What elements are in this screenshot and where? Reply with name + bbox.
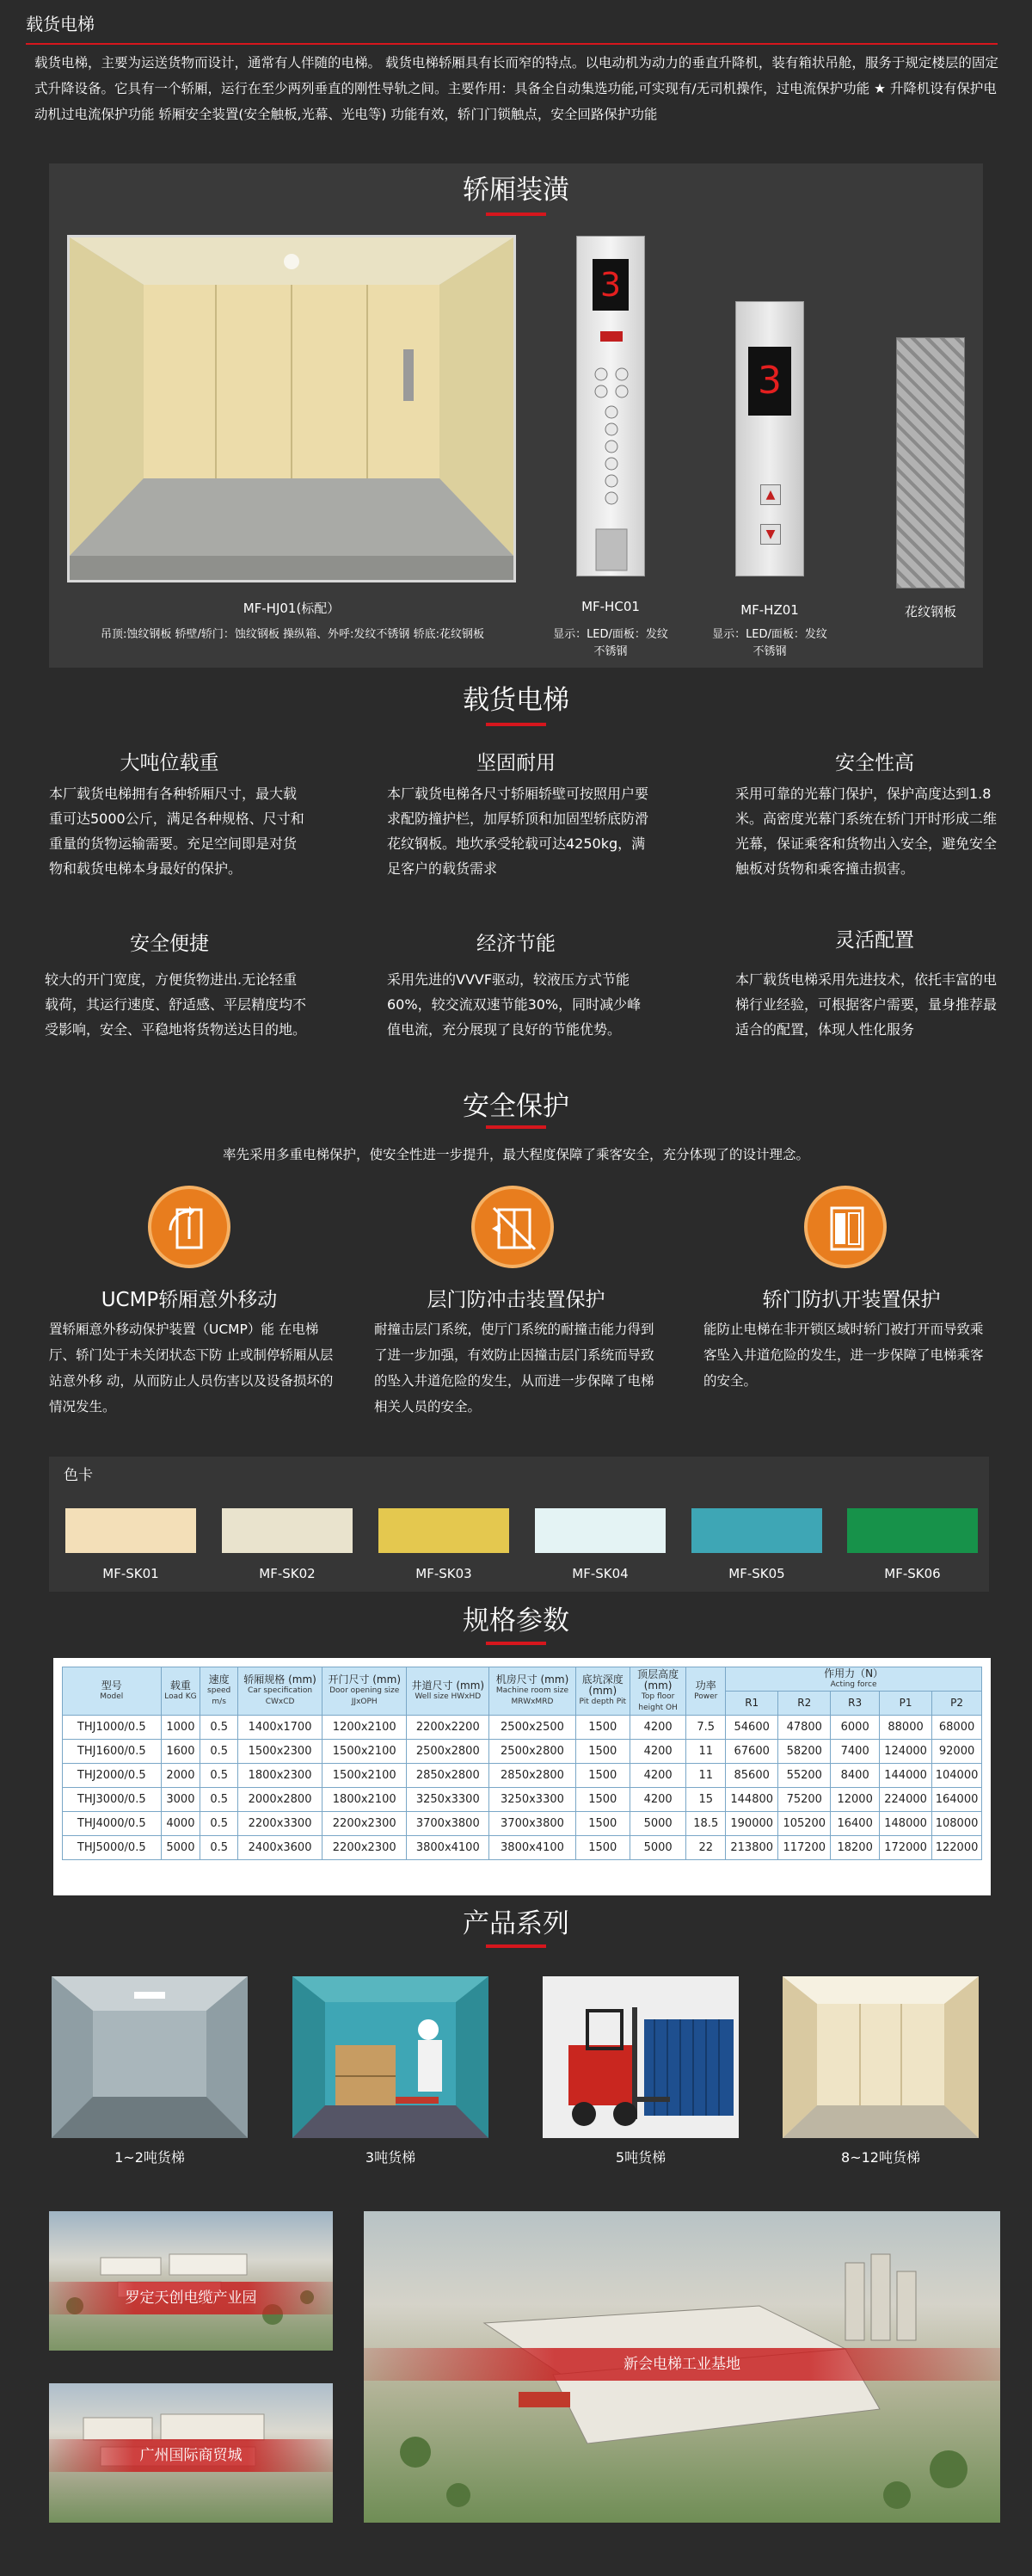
table-cell: 2400x3600 [237,1836,322,1860]
safety-heading: UCMP轿厢意外移动 [101,1289,278,1311]
product-image-2[interactable] [292,1976,488,2138]
color-code: MF-SK04 [572,1566,629,1581]
table-row [63,1740,982,1764]
table-cell: THJ1000/0.5 [63,1716,162,1740]
table-cell: 4000 [161,1812,200,1836]
specs-section-title: 规格参数 [463,1605,569,1636]
up-button-icon: ▲ [760,484,781,505]
title-underline [486,723,546,726]
safety-heading: 轿门防扒开装置保护 [762,1289,941,1311]
table-cell: 1500x2100 [322,1740,407,1764]
table-row [63,1716,982,1740]
table-cell: 0.5 [200,1836,238,1860]
safety-text: 置轿厢意外移动保护装置（UCMP）能 在电梯厅、轿门处于未关闭状态下防 止或制停轿厢从层站意外移 动，从而防止人员伤害以及设备损坏的情况发生。 [49,1322,334,1414]
table-cell: 2000x2800 [237,1788,322,1812]
cabin-name-2: MF-HC01 [581,599,640,614]
cabin-section-title: 轿厢装潢 [463,175,569,206]
table-cell: 67600 [726,1740,778,1764]
table-cell: 2200x2300 [322,1836,407,1860]
feature-text: 本厂载货电梯采用先进技术，依托丰富的电梯行业经验，可根据客户需要，量身推荐最适合的配置，体现人性化服务 [735,971,998,1038]
col-header: 速度 speed m/s [200,1667,238,1716]
table-cell: 2000 [161,1764,200,1788]
table-row [63,1788,982,1812]
table-cell: 3800x4100 [407,1836,489,1860]
color-code: MF-SK02 [259,1566,316,1581]
table-cell: 0.5 [200,1716,238,1740]
base-banner: 广州国际商贸城 [49,2439,333,2472]
safety-text: 能防止电梯在非开锁区域时轿门被打开而导致乘客坠入井道危险的发生，进一步保障了电梯乘客的安全。 [703,1322,984,1389]
car-operating-panel[interactable] [576,236,645,576]
product-image-4[interactable] [783,1976,979,2138]
hall-floor-display: 3 [748,347,791,416]
table-row [63,1836,982,1860]
table-cell: 1500 [575,1836,630,1860]
features-section-title: 载货电梯 [463,685,569,716]
feature-heading: 经济节能 [476,933,556,955]
color-swatch-sk03[interactable] [378,1508,509,1553]
color-swatch-sk04[interactable] [535,1508,666,1553]
safety-section-title: 安全保护 [463,1091,569,1122]
cabin-desc-2: 显示：LED/面板：发纹不锈钢 [553,628,668,658]
table-cell: 8400 [831,1764,880,1788]
cabin-interior-image [70,237,513,580]
table-cell: 4200 [630,1764,685,1788]
color-code: MF-SK01 [102,1566,159,1581]
table-cell: 1500x2300 [237,1740,322,1764]
down-button-icon: ▼ [760,524,781,545]
table-cell: 1500 [575,1740,630,1764]
table-cell: THJ3000/0.5 [63,1788,162,1812]
table-cell: 11 [686,1740,726,1764]
col-header: P2 [932,1692,982,1716]
col-header: 功率 Power [686,1667,726,1716]
col-header: R3 [831,1692,880,1716]
table-cell: 3250x3300 [489,1788,575,1812]
cabin-name-1: MF-HJ01(标配） [243,601,341,616]
table-cell: 3000 [161,1788,200,1812]
table-cell: 172000 [880,1836,932,1860]
checker-plate-sample[interactable] [896,337,965,589]
panel-buttons [577,323,646,581]
color-swatch-sk02[interactable] [222,1508,353,1553]
table-cell: 2500x2500 [489,1716,575,1740]
table-cell: 104000 [932,1764,982,1788]
spec-table [62,1667,982,1860]
color-code: MF-SK06 [884,1566,941,1581]
feature-heading: 坚固耐用 [476,752,556,774]
table-cell: THJ1600/0.5 [63,1740,162,1764]
table-cell: 12000 [831,1788,880,1812]
feature-text: 较大的开门宽度，方便货物进出.无论轻重载荷，其运行速度、舒适感、平层精度均不受影响，安全、平稳地将货物送达目的地。 [45,971,307,1038]
table-cell: 164000 [932,1788,982,1812]
table-cell: 117200 [778,1836,831,1860]
table-cell: 224000 [880,1788,932,1812]
intro-text: 载货电梯，主要为运送货物而设计，通常有人伴随的电梯。 载货电梯轿厢具有长而窄的特点。以电动机为动力的垂直升降机，装有箱状吊舱，服务于规定楼层的固定式升降设备。它具有一个轿厢，运行在至少两列垂直的刚性导轨之间。主要作用：具备全自动集选功能,可实现有/无司机操作，过电流保护功能 ★ 升降机设有保护电动机过电流保护功能 轿厢安全装置(安全触板,光幕、光电等) 功能有效，轿门门锁触点，安全回路保护功能 [34,55,998,122]
color-code: MF-SK03 [415,1566,472,1581]
table-cell: 88000 [880,1716,932,1740]
table-cell: 2850x2800 [407,1764,489,1788]
table-cell: 2500x2800 [407,1740,489,1764]
col-header: 底坑深度 (mm) Pit depth Pit [575,1667,630,1716]
table-cell: 5000 [630,1812,685,1836]
base-banner: 罗定天创电缆产业园 [49,2282,333,2314]
table-cell: 18200 [831,1836,880,1860]
hall-call-panel[interactable] [735,301,804,576]
cabin-photo[interactable] [67,235,516,582]
feature-heading: 大吨位载重 [120,752,219,774]
product-label: 5吨货梯 [615,2149,666,2166]
product-image-1[interactable] [52,1976,248,2138]
table-cell: 213800 [726,1836,778,1860]
table-cell: 144000 [880,1764,932,1788]
table-cell: 2200x3300 [237,1812,322,1836]
cabin-name-4: 花纹钢板 [904,604,956,619]
color-swatch-sk01[interactable] [65,1508,196,1553]
table-row [63,1812,982,1836]
table-cell: 1000 [161,1716,200,1740]
feature-text: 本厂载货电梯各尺寸轿厢轿壁可按照用户要求配防撞护栏，加厚轿顶和加固型轿底防滑花纹钢板。地坎承受轮载可达4250kg，满足客户的载货需求 [387,786,649,877]
table-cell: 1500 [575,1764,630,1788]
feature-heading: 安全便捷 [130,933,209,955]
col-header: R1 [726,1692,778,1716]
table-cell: 5000 [161,1836,200,1860]
table-cell: 11 [686,1764,726,1788]
color-swatch-sk06[interactable] [847,1508,978,1553]
page-title: 载货电梯 [26,14,95,34]
feature-text: 采用可靠的光幕门保护，保护高度达到1.8米。高密度光幕门系统在轿门开时形成二维光幕，保证乘客和货物出入安全，避免安全触板对货物和乘客撞击损害。 [735,786,998,877]
table-cell: 85600 [726,1764,778,1788]
table-cell: 7.5 [686,1716,726,1740]
title-divider [26,43,998,45]
safety-intro: 率先采用多重电梯保护，使安全性进一步提升，最大程度保障了乘客安全，充分体现了的设计理念。 [222,1147,809,1162]
table-cell: 1500 [575,1788,630,1812]
table-cell: 3700x3800 [407,1812,489,1836]
base-banner: 新会电梯工业基地 [364,2348,1000,2381]
table-cell: 1500x2100 [322,1764,407,1788]
table-cell: 0.5 [200,1788,238,1812]
table-cell: 1400x1700 [237,1716,322,1740]
product-label: 1~2吨货梯 [114,2149,185,2166]
table-cell: 92000 [932,1740,982,1764]
feature-text: 采用先进的VVVF驱动，较液压方式节能60%，较交流双速节能30%，同时减少峰值电流，充分展现了良好的节能优势。 [387,971,642,1038]
table-cell: 1500 [575,1716,630,1740]
table-cell: THJ2000/0.5 [63,1764,162,1788]
col-header: 轿厢规格 (mm) Car specification CWxCD [237,1667,322,1716]
table-cell: 0.5 [200,1764,238,1788]
table-cell: 15 [686,1788,726,1812]
color-code: MF-SK05 [728,1566,785,1581]
feature-heading: 安全性高 [835,752,914,774]
col-header: 型号 Model [63,1667,162,1716]
table-cell: 22 [686,1836,726,1860]
table-cell: 58200 [778,1740,831,1764]
product-image-3[interactable] [543,1976,739,2138]
feature-heading: 灵活配置 [835,929,914,952]
car-door-icon [804,1186,887,1268]
col-header: R2 [778,1692,831,1716]
product-label: 3吨货梯 [365,2149,416,2166]
table-cell: 3800x4100 [489,1836,575,1860]
table-cell: 4200 [630,1716,685,1740]
title-underline [486,1642,546,1645]
color-card-title: 色卡 [64,1467,93,1484]
table-cell: 54600 [726,1716,778,1740]
col-header: 顶层高度 (mm) Top floor height OH [630,1667,685,1716]
table-cell: 4200 [630,1740,685,1764]
feature-text: 本厂载货电梯拥有各种轿厢尺寸，最大载重可达5000公斤，满足各种规格、尺寸和重量的货物运输需要。充足空间即是对货物和载货电梯本身最好的保护。 [49,786,304,877]
safety-text: 耐撞击层门系统，使厅门系统的耐撞击能力得到了进一步加强，有效防止因撞击层门系统而导致的坠入井道危险的发生，从而进一步保障了电梯相关人员的安全。 [374,1322,654,1414]
landing-door-icon [471,1186,554,1268]
table-cell: 1800x2300 [237,1764,322,1788]
table-cell: 47800 [778,1716,831,1740]
title-underline [486,1944,546,1948]
table-cell: 144800 [726,1788,778,1812]
table-cell: 5000 [630,1836,685,1860]
cabin-name-3: MF-HZ01 [740,602,799,618]
table-cell: 190000 [726,1812,778,1836]
table-cell: 68000 [932,1716,982,1740]
col-header: 载重 Load KG [161,1667,200,1716]
table-cell: 1600 [161,1740,200,1764]
table-cell: 0.5 [200,1740,238,1764]
table-cell: 3700x3800 [489,1812,575,1836]
table-cell: 2850x2800 [489,1764,575,1788]
color-swatch-sk05[interactable] [691,1508,822,1553]
cabin-desc-1: 吊顶:蚀纹钢板 轿壁/轿门：蚀纹钢板 操纵箱、外呼:发纹不锈钢 轿底:花纹钢板 [101,628,484,641]
table-cell: 148000 [880,1812,932,1836]
spec-table-card [53,1658,991,1895]
col-header: 井道尺寸 (mm) Well size HWxHD [407,1667,489,1716]
products-section-title: 产品系列 [463,1908,569,1939]
col-header: P1 [880,1692,932,1716]
table-cell: 16400 [831,1812,880,1836]
cabin-desc-3: 显示：LED/面板：发纹不锈钢 [712,628,827,658]
table-cell: 122000 [932,1836,982,1860]
table-cell: 2200x2300 [322,1812,407,1836]
base-photo-luoding[interactable] [49,2211,333,2351]
table-cell: 105200 [778,1812,831,1836]
table-cell: THJ5000/0.5 [63,1836,162,1860]
product-label: 8~12吨货梯 [841,2149,920,2166]
table-cell: 18.5 [686,1812,726,1836]
table-cell: 2200x2200 [407,1716,489,1740]
table-cell: 0.5 [200,1812,238,1836]
table-cell: 55200 [778,1764,831,1788]
col-header: 机房尺寸 (mm) Machine room size MRWxMRD [489,1667,575,1716]
col-header: 作用力（N） Acting force [726,1667,982,1692]
table-cell: 1200x2100 [322,1716,407,1740]
title-underline [486,1125,546,1129]
safety-heading: 层门防冲击装置保护 [427,1289,605,1311]
title-underline [486,213,546,216]
ucmp-icon [148,1186,230,1268]
table-cell: 3250x3300 [407,1788,489,1812]
table-cell: 1500 [575,1812,630,1836]
table-cell: 2500x2800 [489,1740,575,1764]
floor-display: 3 [593,259,629,311]
col-header: 开门尺寸 (mm) Door opening size JJxOPH [322,1667,407,1716]
table-cell: 108000 [932,1812,982,1836]
table-cell: 124000 [880,1740,932,1764]
table-cell: 7400 [831,1740,880,1764]
table-cell: 75200 [778,1788,831,1812]
table-cell: THJ4000/0.5 [63,1812,162,1836]
table-cell: 6000 [831,1716,880,1740]
table-cell: 1800x2100 [322,1788,407,1812]
table-row [63,1764,982,1788]
table-cell: 4200 [630,1788,685,1812]
